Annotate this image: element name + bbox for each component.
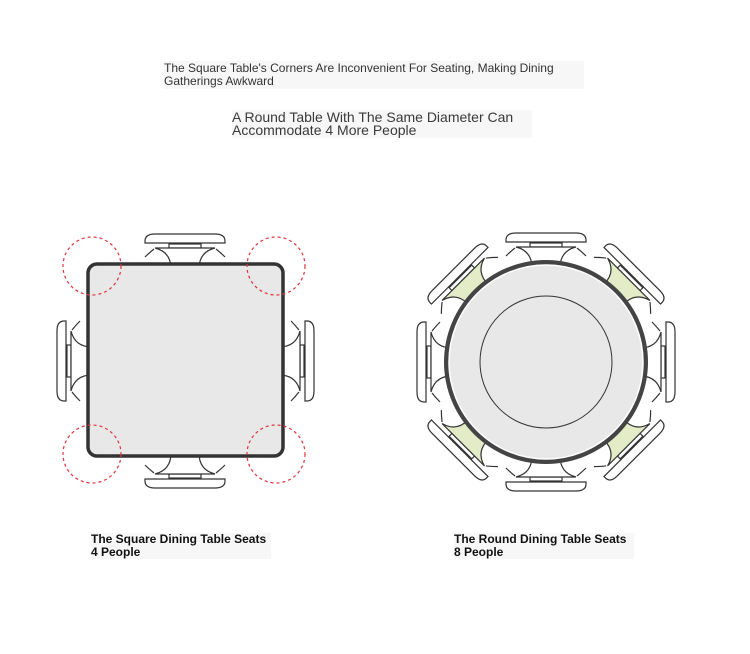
corner-problem-caption: The Square Table's Corners Are Inconvenient For Seating, Making Dining Gatherings Awkward [164,61,584,89]
square-table-group [57,234,314,488]
square-table [88,264,283,456]
round-table-label: The Round Dining Table Seats 8 People [454,533,634,559]
round-advantage-caption: A Round Table With The Same Diameter Can Accommodate 4 More People [232,110,532,138]
round-table-group [417,233,675,491]
square-table-label: The Square Dining Table Seats 4 People [91,533,271,559]
square-chair-bottom [145,453,225,488]
round-table-lazy-susan [480,296,612,428]
